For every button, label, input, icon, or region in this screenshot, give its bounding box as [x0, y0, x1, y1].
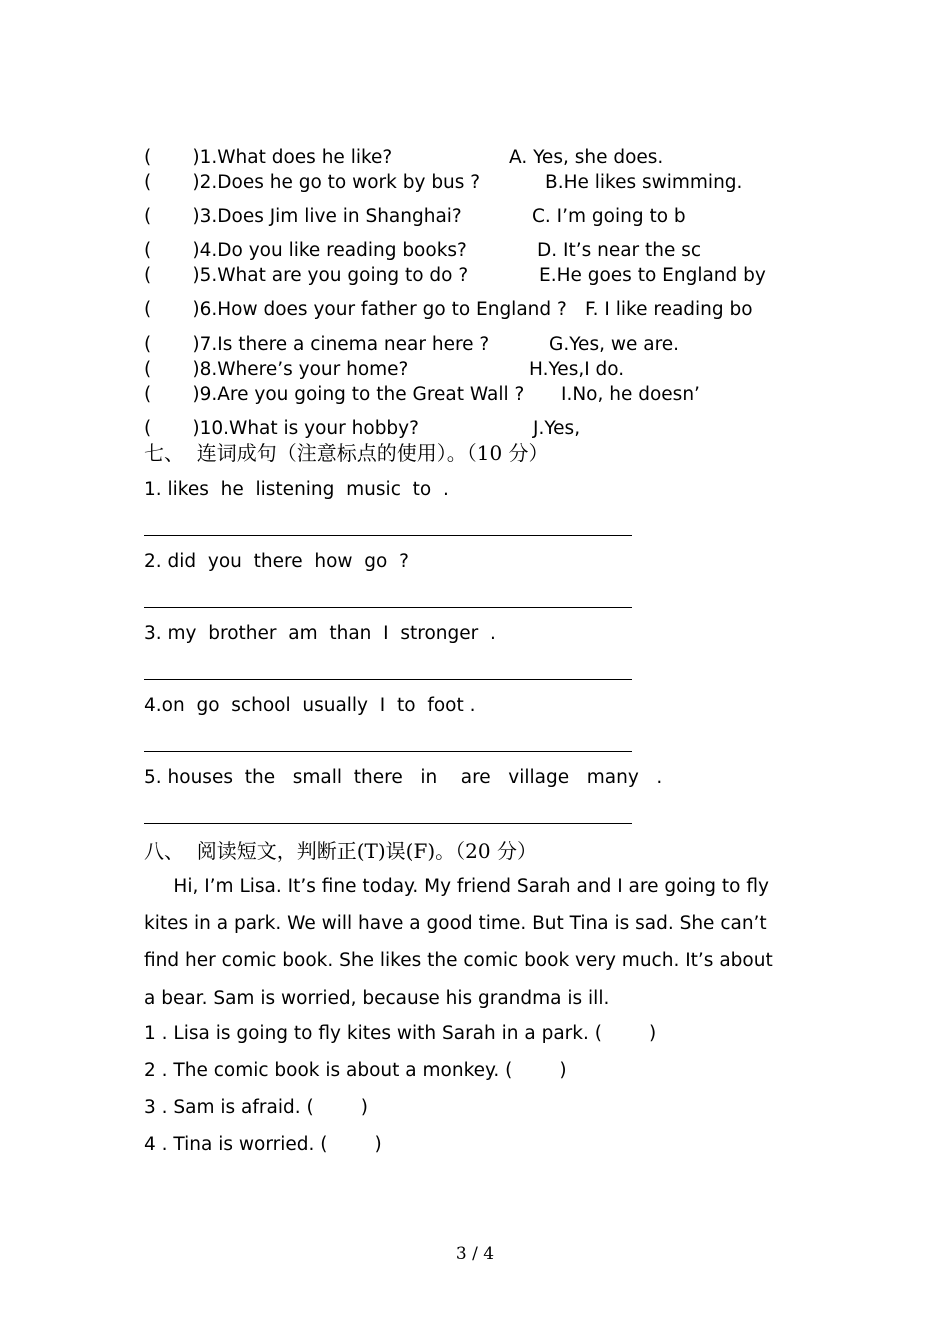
matching-answer: I.No, he doesn’: [561, 384, 700, 405]
sentence-item: 3. my brother am than I stronger .: [144, 623, 496, 644]
matching-question: ( )3.Does Jim live in Shanghai?: [144, 206, 462, 227]
matching-answer: D. It’s near the sc: [537, 240, 702, 261]
answer-line[interactable]: [144, 535, 632, 536]
matching-question: ( )1.What does he like?: [144, 147, 393, 168]
matching-answer: A. Yes, she does.: [509, 147, 664, 168]
matching-question: ( )8.Where’s your home?: [144, 359, 409, 380]
true-false-question: 1 . Lisa is going to fly kites with Sarah in a park. ( ): [144, 1023, 657, 1044]
answer-line[interactable]: [144, 751, 632, 752]
matching-question: ( )2.Does he go to work by bus ?: [144, 172, 481, 193]
matching-question: ( )6.How does your father go to England ?: [144, 299, 567, 320]
passage-line: a bear. Sam is worried, because his grandma is ill.: [144, 988, 610, 1009]
answer-line[interactable]: [144, 823, 632, 824]
matching-answer: B.He likes swimming.: [545, 172, 743, 193]
matching-answer: H.Yes,I do.: [529, 359, 625, 380]
passage-line: Hi, I’m Lisa. It’s fine today. My friend Sarah and I are going to fly: [144, 876, 769, 897]
section-7-title: 七、 连词成句（注意标点的使用）。（10 分）: [144, 441, 549, 465]
matching-question: ( )9.Are you going to the Great Wall ?: [144, 384, 525, 405]
section-8-title: 八、 阅读短文，判断正(T)误(F)。（20 分）: [144, 839, 537, 863]
matching-answer: G.Yes, we are.: [549, 334, 680, 355]
matching-question: ( )7.Is there a cinema near here ?: [144, 334, 490, 355]
answer-line[interactable]: [144, 607, 632, 608]
sentence-item: 1. likes he listening music to .: [144, 479, 449, 500]
answer-line[interactable]: [144, 679, 632, 680]
sentence-item: 5. houses the small there in are village many .: [144, 767, 663, 788]
matching-answer: C. I’m going to b: [532, 206, 686, 227]
true-false-question: 2 . The comic book is about a monkey. ( ): [144, 1060, 567, 1081]
matching-answer: E.He goes to England by: [539, 265, 766, 286]
passage-line: find her comic book. She likes the comic book very much. It’s about: [144, 950, 773, 971]
true-false-question: 3 . Sam is afraid. ( ): [144, 1097, 368, 1118]
sentence-item: 2. did you there how go ?: [144, 551, 409, 572]
matching-answer: F. I like reading bo: [585, 299, 753, 320]
page-number: 3 / 4: [455, 1244, 495, 1264]
matching-question: ( )4.Do you like reading books?: [144, 240, 467, 261]
matching-question: ( )10.What is your hobby?: [144, 418, 419, 439]
matching-question: ( )5.What are you going to do ?: [144, 265, 469, 286]
sentence-item: 4.on go school usually I to foot .: [144, 695, 476, 716]
true-false-question: 4 . Tina is worried. ( ): [144, 1134, 382, 1155]
passage-line: kites in a park. We will have a good time. But Tina is sad. She can’t: [144, 913, 767, 934]
matching-answer: J.Yes,: [533, 418, 581, 439]
